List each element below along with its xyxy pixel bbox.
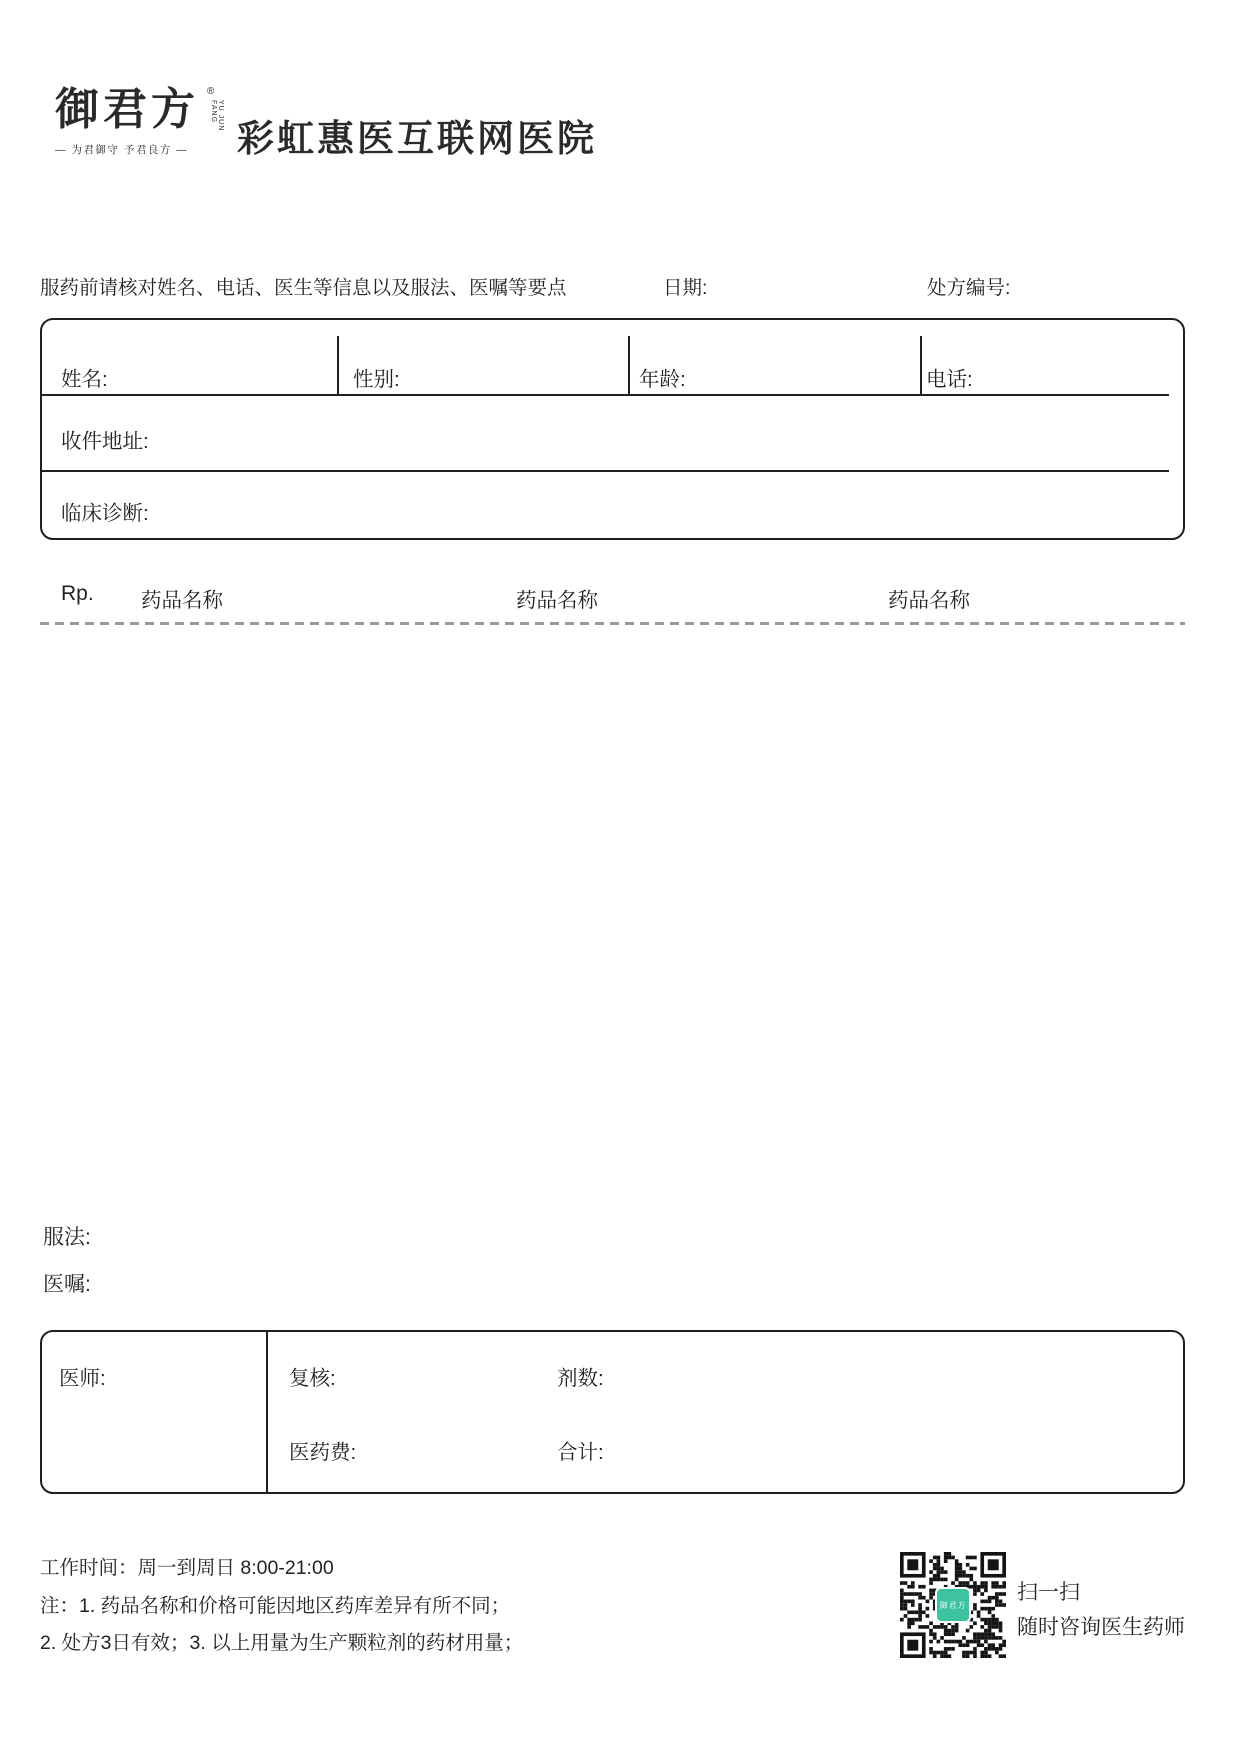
row-divider: [42, 470, 1169, 472]
qr-scan-title: 扫一扫: [1017, 1581, 1080, 1604]
medicine-fee-label: 医药费:: [289, 1441, 357, 1464]
hospital-title: 彩虹惠医互联网医院: [237, 118, 597, 159]
phone-label: 电话:: [926, 368, 973, 391]
qr-center-badge: 御君方: [935, 1587, 971, 1623]
notice-text: 服药前请核对姓名、电话、医生等信息以及服法、医嘱等要点: [40, 277, 567, 299]
doctor-label: 医师:: [59, 1367, 106, 1390]
brand-logo-text: 御君方: [55, 84, 199, 135]
column-divider: [337, 336, 339, 394]
column-divider: [920, 336, 922, 394]
rp-label: Rp.: [61, 582, 94, 605]
date-label: 日期:: [663, 277, 708, 299]
doctor-advice-label: 医嘱:: [43, 1273, 91, 1296]
footer-note-line-2: 2. 处方3日有效；3. 以上用量为生产颗粒剂的药材用量；: [40, 1632, 524, 1654]
column-divider: [266, 1332, 268, 1492]
review-label: 复核:: [289, 1367, 336, 1390]
drug-name-column-header: 药品名称: [141, 589, 223, 612]
diagnosis-label: 临床诊断:: [61, 502, 149, 525]
qr-code: [900, 1552, 1006, 1658]
qr-scan-subtitle: 随时咨询医生药师: [1017, 1616, 1185, 1639]
rx-header-row: [0, 582, 1240, 612]
dose-count-label: 剂数:: [557, 1367, 604, 1390]
brand-tagline: — 为君御守 予君良方 —: [55, 144, 189, 156]
row-divider: [42, 394, 1169, 396]
gender-label: 性别:: [353, 368, 400, 391]
total-label: 合计:: [557, 1441, 604, 1464]
name-label: 姓名:: [61, 368, 108, 391]
dashed-separator: [40, 622, 1185, 625]
drug-name-column-header: 药品名称: [516, 589, 598, 612]
brand-logo-pinyin: YU JUN FANG: [210, 100, 224, 132]
signoff-box: [40, 1330, 1185, 1494]
usage-label: 服法:: [43, 1226, 91, 1249]
drug-name-column-header: 药品名称: [888, 589, 970, 612]
rx-number-label: 处方编号:: [927, 277, 1011, 299]
working-hours-text: 工作时间：周一到周日 8:00-21:00: [40, 1557, 334, 1579]
patient-info-box: [40, 318, 1185, 540]
brand-logo: [55, 84, 224, 157]
age-label: 年龄:: [639, 368, 686, 391]
column-divider: [628, 336, 630, 394]
registered-trademark-icon: ®: [207, 86, 215, 97]
footer-note-line-1: 注：1. 药品名称和价格可能因地区药库差异有所不同；: [40, 1595, 511, 1617]
address-label: 收件地址:: [61, 430, 149, 453]
notice-row: [0, 272, 1240, 298]
